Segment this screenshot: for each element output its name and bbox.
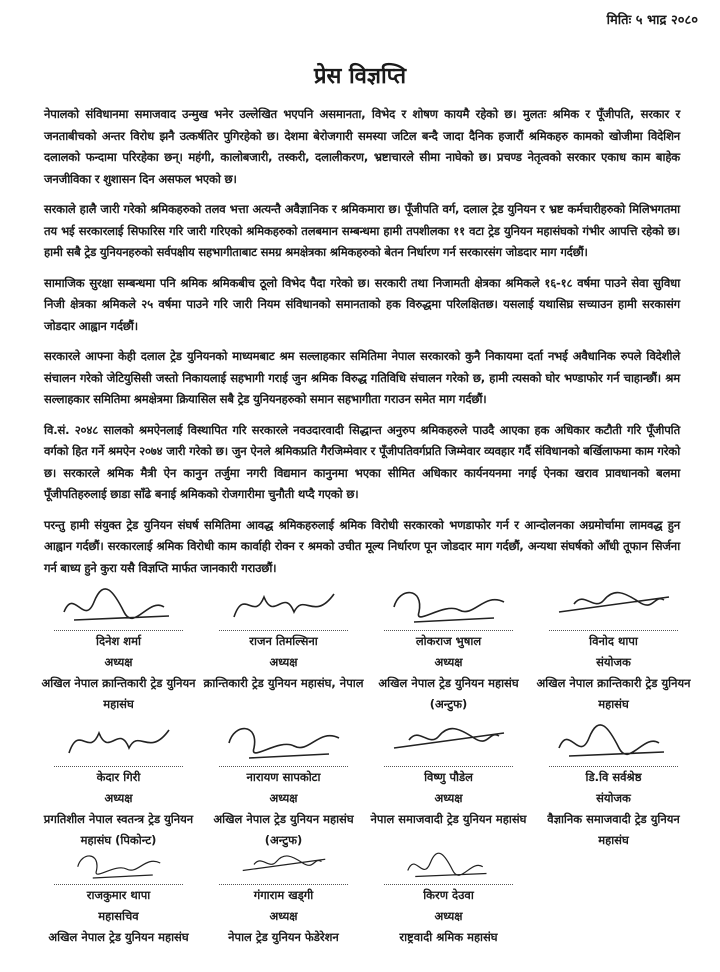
signatory-block xyxy=(531,718,696,851)
signatory-block xyxy=(36,582,201,715)
signatory-role: अध्यक्ष xyxy=(269,655,298,669)
signatory-block xyxy=(201,718,366,851)
signatory-name: दिनेश शर्मा xyxy=(54,630,183,652)
signatory-name: गंगाराम खड्गी xyxy=(219,884,348,906)
press-release-body xyxy=(44,104,680,588)
press-release-date: मितिः ५ भाद्र २०८० xyxy=(606,13,698,28)
signatory-role: अध्यक्ष xyxy=(104,791,133,805)
signatory-name: केदार गिरी xyxy=(54,766,183,788)
signatory-name: विष्णु पौडेल xyxy=(384,766,513,788)
signatory-role: महासचिव xyxy=(98,909,139,923)
signatory-role: अध्यक्ष xyxy=(269,909,298,923)
signature-image xyxy=(54,848,184,884)
signatory-role: अध्यक्ष xyxy=(269,791,298,805)
signatory-block xyxy=(366,718,531,851)
paragraph: वि.सं. २०४८ सालको श्रमऐनलाई विस्थापित गरि सरकारले नवउदारवादी सिद्धान्त अनुरुप श्रमिकहरुले पाउदै आएका हक अधिकार कटौती गरि पूँजीपति वर्गको हित गर्ने श्रमऐन २०७४ जारी गरेको छ। जुन ऐनले श्रमिकप्रति गैरजिम्मेवार र पूँजीपतिवर्गप्रति जिम्मेवार व्यवहार गर्दै संविधानको बर्खिलाफमा काम गरेको छ। सरकारले श्रमिक मैत्री ऐन कानुन तर्जुमा नगरी विद्यमान कानुनमा भएका सीमित अधिकार कार्यनयनमा नगई ऐनका खराव प्रावधानको बलमा पूँजीपतिहरुलाई छाडा साँढे बनाई श्रमिकको रोजगारीमा चुनौती थप्दै गएको छ। xyxy=(44,422,680,501)
signature-image xyxy=(54,718,184,766)
signatory-organization: अखिल नेपाल क्रान्तिकारी ट्रेड युनियन महासंघ xyxy=(41,676,196,711)
signatory-organization: अखिल नेपाल ट्रेड युनियन महासंघ xyxy=(48,930,189,944)
signatory-organization: नेपाल ट्रेड युनियन फेडेरेशन xyxy=(228,930,339,944)
signatory-role: अध्यक्ष xyxy=(434,655,463,669)
signatory-role: अध्यक्ष xyxy=(104,655,133,669)
signatory-organization: क्रान्तिकारी ट्रेड युनियन महासंघ, नेपाल xyxy=(203,676,364,690)
signature-image xyxy=(549,582,679,630)
paragraph: सरकारले आफ्ना केही दलाल ट्रेड युनियनको माध्यमबाट श्रम सल्लाहकार समितिमा नेपाल सरकारको कुनै निकायमा दर्ता नभई अवैधानिक रुपले विदेशीले संचालन गरेको जेटियुसिसी जस्तो निकायलाई सहभागी गराई जुन श्रमिक विरुद्ध गतिविधि संचालन गरेको छ, हामी त्यसको घोर भण्डाफोर गर्न चाहान्छौं। श्रम सल्लाहकार समितिमा श्रमक्षेत्रमा क्रियासिल सबै ट्रेड युनियनहरुको समान सहभागीता गराउन समेत माग गर्दछौं। xyxy=(44,349,680,406)
signatory-name: नारायण सापकोटा xyxy=(219,766,348,788)
signature-image xyxy=(384,848,514,884)
signatory-block xyxy=(201,848,366,948)
paragraph: नेपालको संविधानमा समाजवाद उन्मुख भनेर उल्लेखित भएपनि असमानता, विभेद र शोषण कायमै रहेको छ। मुलतः श्रमिक र पूँजीपति, सरकार र जनताबीचको अन्तर विरोध झनै उत्कर्षतिर पुगिरहेको छ। देशमा बेरोजगारी समस्या जटिल बन्दै जादा दैनिक हजारौं श्रमिकहरु कामको खोजीमा विदेशिन दलालको फन्दामा परिरहेका छन्। महंगी, कालोबजारी, तस्करी, दलालीकरण, भ्रष्टाचारले सीमा नाघेको छ। प्रचण्ड नेतृत्वको सरकार एकाध काम बाहेक जनजीविका र शुशासन दिन असफल भएको छ। xyxy=(44,107,680,186)
signatory-name: विनोद थापा xyxy=(549,630,678,652)
signatory-block xyxy=(531,582,696,715)
signatory-role: अध्यक्ष xyxy=(434,909,463,923)
signatory-role: संयोजक xyxy=(596,655,631,669)
signatory-organization: राष्ट्रवादी श्रमिक महासंघ xyxy=(399,930,498,944)
signatory-row xyxy=(36,848,696,948)
signature-image xyxy=(549,718,679,766)
signature-image xyxy=(54,582,184,630)
signatory-name: राजकुमार थापा xyxy=(54,884,183,906)
signatory-organization: अखिल नेपाल ट्रेड युनियन महासंघ (अन्टुफ) xyxy=(378,676,519,711)
signatory-block xyxy=(201,582,366,715)
signatory-name: लोकराज भुषाल xyxy=(384,630,513,652)
signature-image xyxy=(219,718,349,766)
signature-image xyxy=(219,582,349,630)
signatory-organization: नेपाल समाजवादी ट्रेड युनियन महासंघ xyxy=(370,812,527,826)
signature-image xyxy=(384,718,514,766)
paragraph: सामाजिक सुरक्षा सम्बन्धमा पनि श्रमिक श्रमिकबीच ठूलो विभेद पैदा गरेको छ। सरकारी तथा निजामती क्षेत्रका श्रमिकले १६-१८ वर्षमा पाउने सेवा सुविधा निजी क्षेत्रका श्रमिकले २५ वर्षमा पाउने गरि जारी नियम संविधानको समानताको हक विरुद्धमा परिलक्षितछ। यसलाई यथासिघ्र सच्याउन हामी सरकासंग जोडदार आह्वान गर्दछौं। xyxy=(44,275,680,333)
signatory-block xyxy=(36,848,201,948)
signatory-block xyxy=(366,848,531,948)
signatory-role: संयोजक xyxy=(596,791,631,805)
page-title: प्रेस विज्ञप्ति xyxy=(313,64,407,89)
signatory-row xyxy=(36,718,696,851)
signatory-organization: वैज्ञानिक समाजवादी ट्रेड युनियन महासंघ xyxy=(547,812,680,847)
signatory-organization: अखिल नेपाल ट्रेड युनियन महासंघ (अन्टुफ) xyxy=(213,812,354,847)
signature-image xyxy=(384,582,514,630)
signatory-organization: प्रगतिशील नेपाल स्वतन्त्र ट्रेड युनियन महासंघ (पिकोन्ट) xyxy=(43,812,194,847)
paragraph: सरकाले हालै जारी गरेको श्रमिकहरुको तलव भत्ता अत्यन्तै अवैज्ञानिक र श्रमिकमारा छ। पूँजीपति वर्ग, दलाल ट्रेड युनियन र भ्रष्ट कर्मचारीहरुको मिलिभगतमा तय भई सरकारलाई सिफारिस गरि जारी गरिएको श्रमिकहरुको तलबमान सम्बन्धमा हामी तपशीलका ११ वटा ट्रेड युनियन महासंघको गंभीर आपत्ति रहेको छ। हामी सबै ट्रेड युनियनहरुको सर्वपक्षीय सहभागीताबाट समग्र श्रमक्षेत्रका श्रमिकहरुको बेतन निर्धारण गर्न सरकारसंग जोडदार माग गर्दछौं। xyxy=(44,202,680,259)
signature-image xyxy=(219,848,349,884)
signatory-row xyxy=(36,582,696,715)
signatory-role: अध्यक्ष xyxy=(434,791,463,805)
signatory-name: डि.वि सर्वश्रेष्ठ xyxy=(549,766,678,788)
signatory-organization: अखिल नेपाल क्रान्तिकारी ट्रेड युनियन महासंघ xyxy=(536,676,691,711)
signatory-name: राजन तिमल्सिना xyxy=(219,630,348,652)
paragraph: परन्तु हामी संयुक्त ट्रेड युनियन संघर्ष समितिमा आवद्ध श्रमिकहरुलाई श्रमिक विरोधी सरकारको भणडाफोर गर्न र आन्दोलनका अग्रमोर्चामा लामवद्ध हुन आह्वान गर्दछौं। सरकारलाई श्रमिक विरोधी काम कार्वाही रोक्न र श्रमको उचीत मूल्य निर्धारण पून जोडदार माग गर्दछौं, अन्यथा संघर्षको आँधी तूफान सिर्जना गर्न बाध्य हुने कुरा यसै विज्ञप्ति मार्फत जानकारी गराउछौं। xyxy=(44,517,680,575)
signatory-block xyxy=(36,718,201,851)
signatory-name: किरण देउवा xyxy=(384,884,513,906)
signatory-block xyxy=(366,582,531,715)
